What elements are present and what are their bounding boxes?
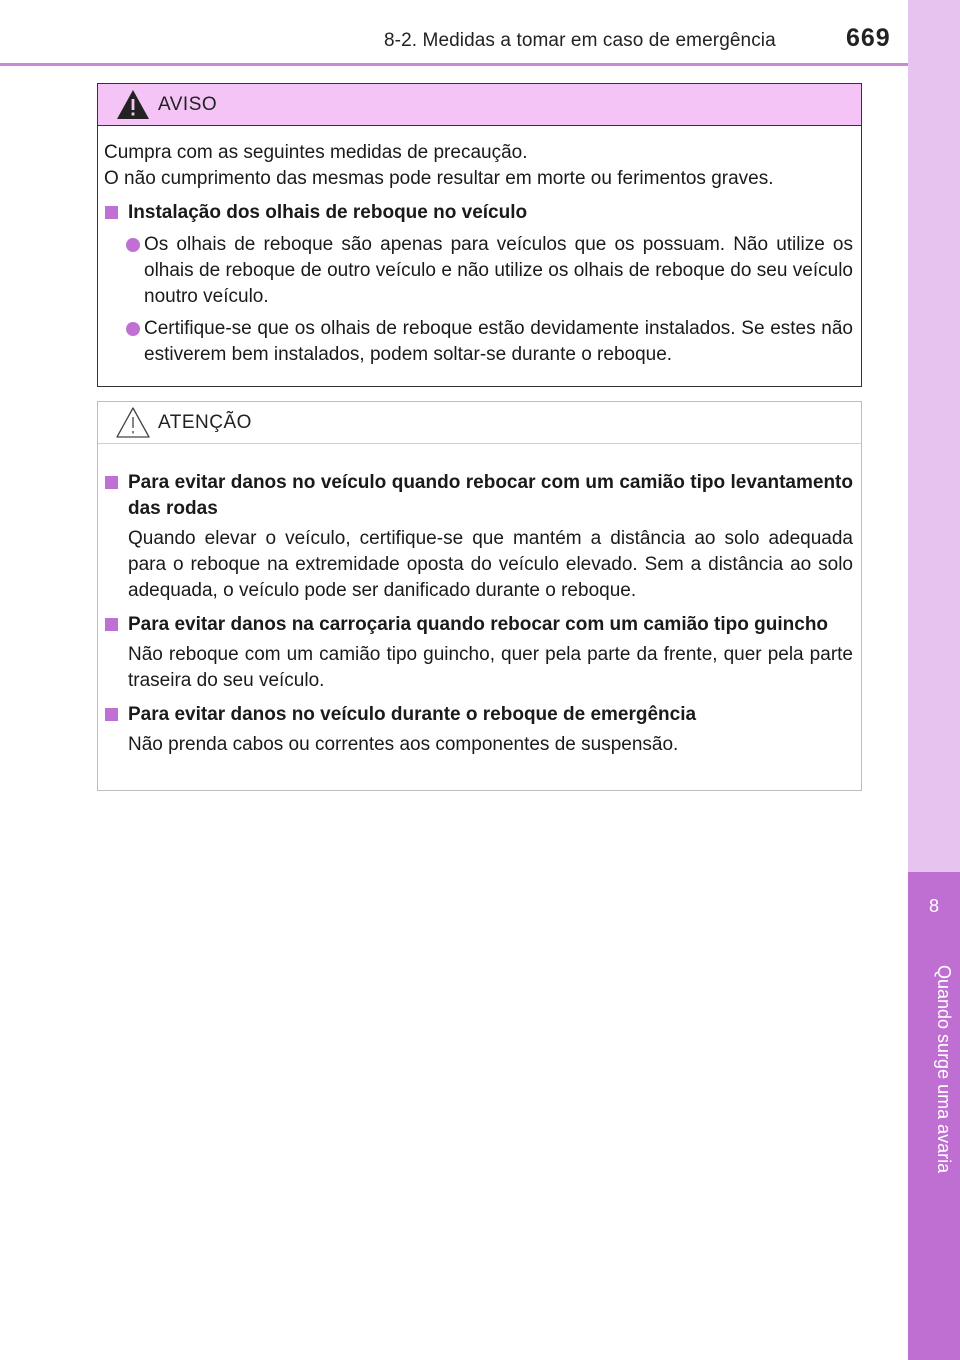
list-item [104,316,853,368]
page-number: 669 [846,24,891,52]
warning-label: AVISO [158,94,218,115]
list-item [104,232,853,310]
list-item-text: Os olhais de reboque são apenas para veículos que os possuam. Não utilize os olhais de reboque de outro veículo e não utilize os olhais de reboque do seu veículo noutro veículo. [144,234,853,307]
caution-box-header [98,402,861,444]
caution-section-title-text: Para evitar danos na carroçaria quando rebocar com um camião tipo guincho [128,614,829,635]
warning-triangle-icon [115,88,151,126]
warning-box-body [98,126,861,368]
header-divider [0,63,908,66]
square-bullet-icon [105,618,118,631]
square-bullet-icon [105,708,118,721]
section-heading: 8-2. Medidas a tomar em caso de emergência [384,30,776,51]
warning-section-title [104,200,853,226]
caution-section-title-text: Para evitar danos no veículo durante o reboque de emergência [128,704,697,725]
warning-box [97,83,862,387]
caution-section-title-text: Para evitar danos no veículo quando rebocar com um camião tipo levantamento das rodas [128,472,853,519]
caution-label: ATENÇÃO [158,412,252,433]
caution-section-text: Quando elevar o veículo, certifique-se que mantém a distância ao solo adequada para o reboque na extremidade oposta do veículo elevado. Sem a distância ao solo adequada, o veículo pode ser danificado durante o reboque. [128,528,853,601]
warning-section-title-text: Instalação dos olhais de reboque no veículo [128,202,528,223]
caution-box-body [98,444,861,758]
warning-box-header [98,84,861,126]
circle-bullet-icon [126,238,140,252]
square-bullet-icon [105,206,118,219]
caution-section-title [104,702,853,728]
warning-intro-2: O não cumprimento das mesmas pode resultar em morte ou ferimentos graves. [104,168,774,189]
square-bullet-icon [105,476,118,489]
caution-section-title [104,612,853,638]
caution-box [97,401,862,791]
caution-section-title [104,470,853,522]
list-item-text: Certifique-se que os olhais de reboque estão devidamente instalados. Se estes não estiverem bem instalados, podem soltar-se durante o reboque. [144,318,853,365]
caution-triangle-icon [115,406,151,444]
chapter-number: 8 [928,896,939,916]
chapter-title: Quando surge uma avaria [934,965,954,1174]
caution-section-text: Não prenda cabos ou correntes aos componentes de suspensão. [128,734,679,755]
circle-bullet-icon [126,322,140,336]
warning-intro-1: Cumpra com as seguintes medidas de precaução. [104,142,528,163]
caution-section-text: Não reboque com um camião tipo guincho, quer pela parte da frente, quer pela parte traseira do seu veículo. [128,644,853,691]
